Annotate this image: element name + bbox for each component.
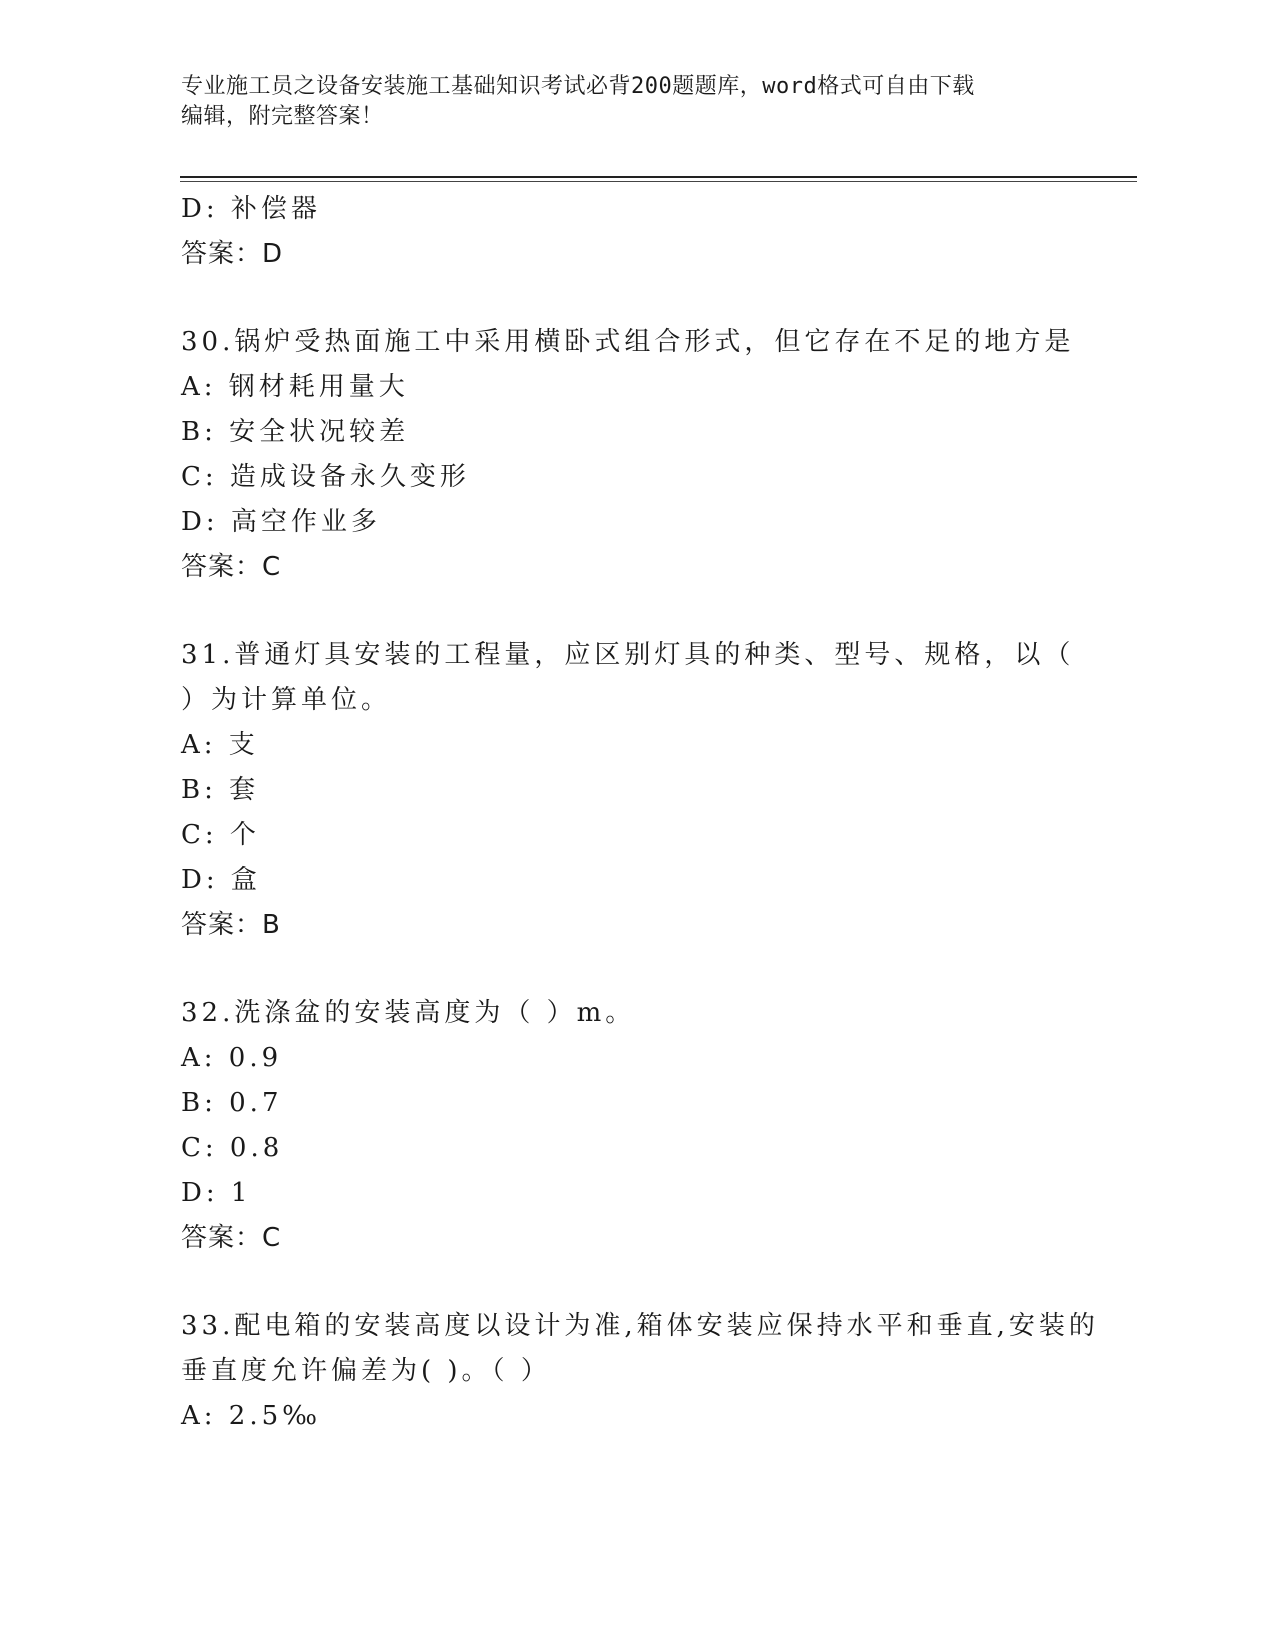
option-a: A: 支 [181, 730, 259, 760]
spacer [181, 948, 1081, 991]
option-b: B: 套 [181, 775, 260, 805]
header-title-line-1: 专业施工员之设备安装施工基础知识考试必背200题题库，word格式可自由下载 [181, 74, 975, 99]
question-33 [181, 1304, 1099, 1439]
option-c: C: 造成设备永久变形 [181, 462, 470, 492]
option-b: B: 安全状况较差 [181, 417, 410, 447]
question-stem-continued: 垂直度允许偏差为( )。（ ） [181, 1356, 551, 1386]
answer-line: 答案：C [181, 1223, 282, 1253]
spacer [181, 590, 1081, 633]
option-c: C: 个 [181, 820, 260, 850]
option-d: D: 1 [181, 1178, 252, 1208]
option-a: A: 0.9 [181, 1043, 283, 1073]
question-stem: 30.锅炉受热面施工中采用横卧式组合形式，但它存在不足的地方是 [181, 327, 1075, 357]
option-a: A: 钢材耗用量大 [181, 372, 409, 402]
header-title-line-2: 编辑，附完整答案！ [181, 104, 384, 129]
question-stem: 32.洗涤盆的安装高度为（ ）m。 [181, 998, 636, 1028]
question-32 [181, 991, 1081, 1261]
document-header [181, 72, 1041, 132]
option-d: D: 高空作业多 [181, 507, 381, 537]
answer-line: 答案：D [181, 239, 284, 269]
question-stem-continued: ）为计算单位。 [181, 685, 392, 715]
option-a: A: 2.5‰ [181, 1401, 322, 1431]
spacer [181, 277, 1081, 320]
option-d: D: 盒 [181, 865, 261, 895]
header-divider-thin [180, 181, 1137, 182]
question-content [181, 187, 1099, 1439]
question-31 [181, 633, 1081, 948]
question-30 [181, 320, 1081, 590]
answer-line: 答案：C [181, 552, 282, 582]
option-b: B: 0.7 [181, 1088, 283, 1118]
answer-line: 答案：B [181, 910, 281, 940]
header-divider-thick [180, 176, 1137, 178]
option-c: C: 0.8 [181, 1133, 284, 1163]
option-d: D: 补偿器 [181, 194, 321, 224]
question-stem: 31.普通灯具安装的工程量，应区别灯具的种类、型号、规格，以（ [181, 640, 1075, 670]
question-stem: 33.配电箱的安装高度以设计为准,箱体安装应保持水平和垂直,安装的 [181, 1311, 1099, 1341]
spacer [181, 1261, 1081, 1304]
